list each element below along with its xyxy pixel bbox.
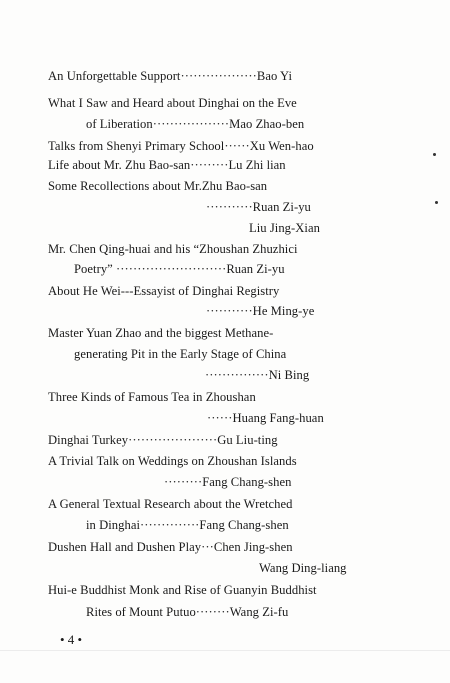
- toc-line-24: Wang Ding-liang: [259, 561, 347, 575]
- toc-line-1: An Unforgettable Support··················Bao Yi: [48, 69, 293, 83]
- toc-line-20: ·········Fang Chang-shen: [164, 475, 292, 489]
- toc-line-9: Mr. Chen Qing-huai and his “Zhoushan Zhuzhici: [48, 242, 298, 256]
- toc-line-22: in Dinghai··············Fang Chang-shen: [86, 518, 289, 532]
- toc-line-2: What I Saw and Heard about Dinghai on the Eve: [48, 96, 297, 110]
- toc-line-21: A General Textual Research about the Wretched: [48, 497, 293, 511]
- toc-line-7: ···········Ruan Zi-yu: [206, 200, 311, 214]
- toc-line-16: Three Kinds of Famous Tea in Zhoushan: [48, 390, 256, 404]
- toc-line-14: generating Pit in the Early Stage of China: [74, 347, 287, 361]
- toc-line-18: Dinghai Turkey·····················Gu Liu-ting: [48, 433, 278, 447]
- toc-line-13: Master Yuan Zhao and the biggest Methane-: [48, 326, 274, 340]
- toc-line-8: Liu Jing-Xian: [249, 221, 320, 235]
- page-number: • 4 •: [60, 632, 83, 647]
- toc-line-26: Rites of Mount Putuo········Wang Zi-fu: [86, 605, 289, 619]
- toc-line-11: About He Wei---Essayist of Dinghai Registry: [48, 284, 280, 298]
- toc-line-19: A Trivial Talk on Weddings on Zhoushan Islands: [48, 454, 297, 468]
- toc-line-12: ···········He Ming-ye: [206, 304, 315, 318]
- toc-line-23: Dushen Hall and Dushen Play···Chen Jing-shen: [48, 540, 293, 554]
- toc-line-6: Some Recollections about Mr.Zhu Bao-san: [48, 179, 268, 193]
- toc-line-15: ···············Ni Bing: [205, 368, 310, 382]
- toc-line-25: Hui-e Buddhist Monk and Rise of Guanyin Buddhist: [48, 583, 317, 597]
- toc-line-4: Talks from Shenyi Primary School······Xu Wen-hao: [48, 139, 314, 153]
- scan-speck: [433, 153, 436, 156]
- scan-edge: [0, 650, 450, 651]
- toc-line-17: ······Huang Fang-huan: [207, 411, 324, 425]
- scan-speck: [435, 201, 438, 204]
- toc-line-10: Poetry” ··························Ruan Zi-yu: [74, 262, 285, 276]
- toc-line-5: Life about Mr. Zhu Bao-san·········Lu Zhi lian: [48, 158, 286, 172]
- toc-line-3: of Liberation··················Mao Zhao-ben: [86, 117, 305, 131]
